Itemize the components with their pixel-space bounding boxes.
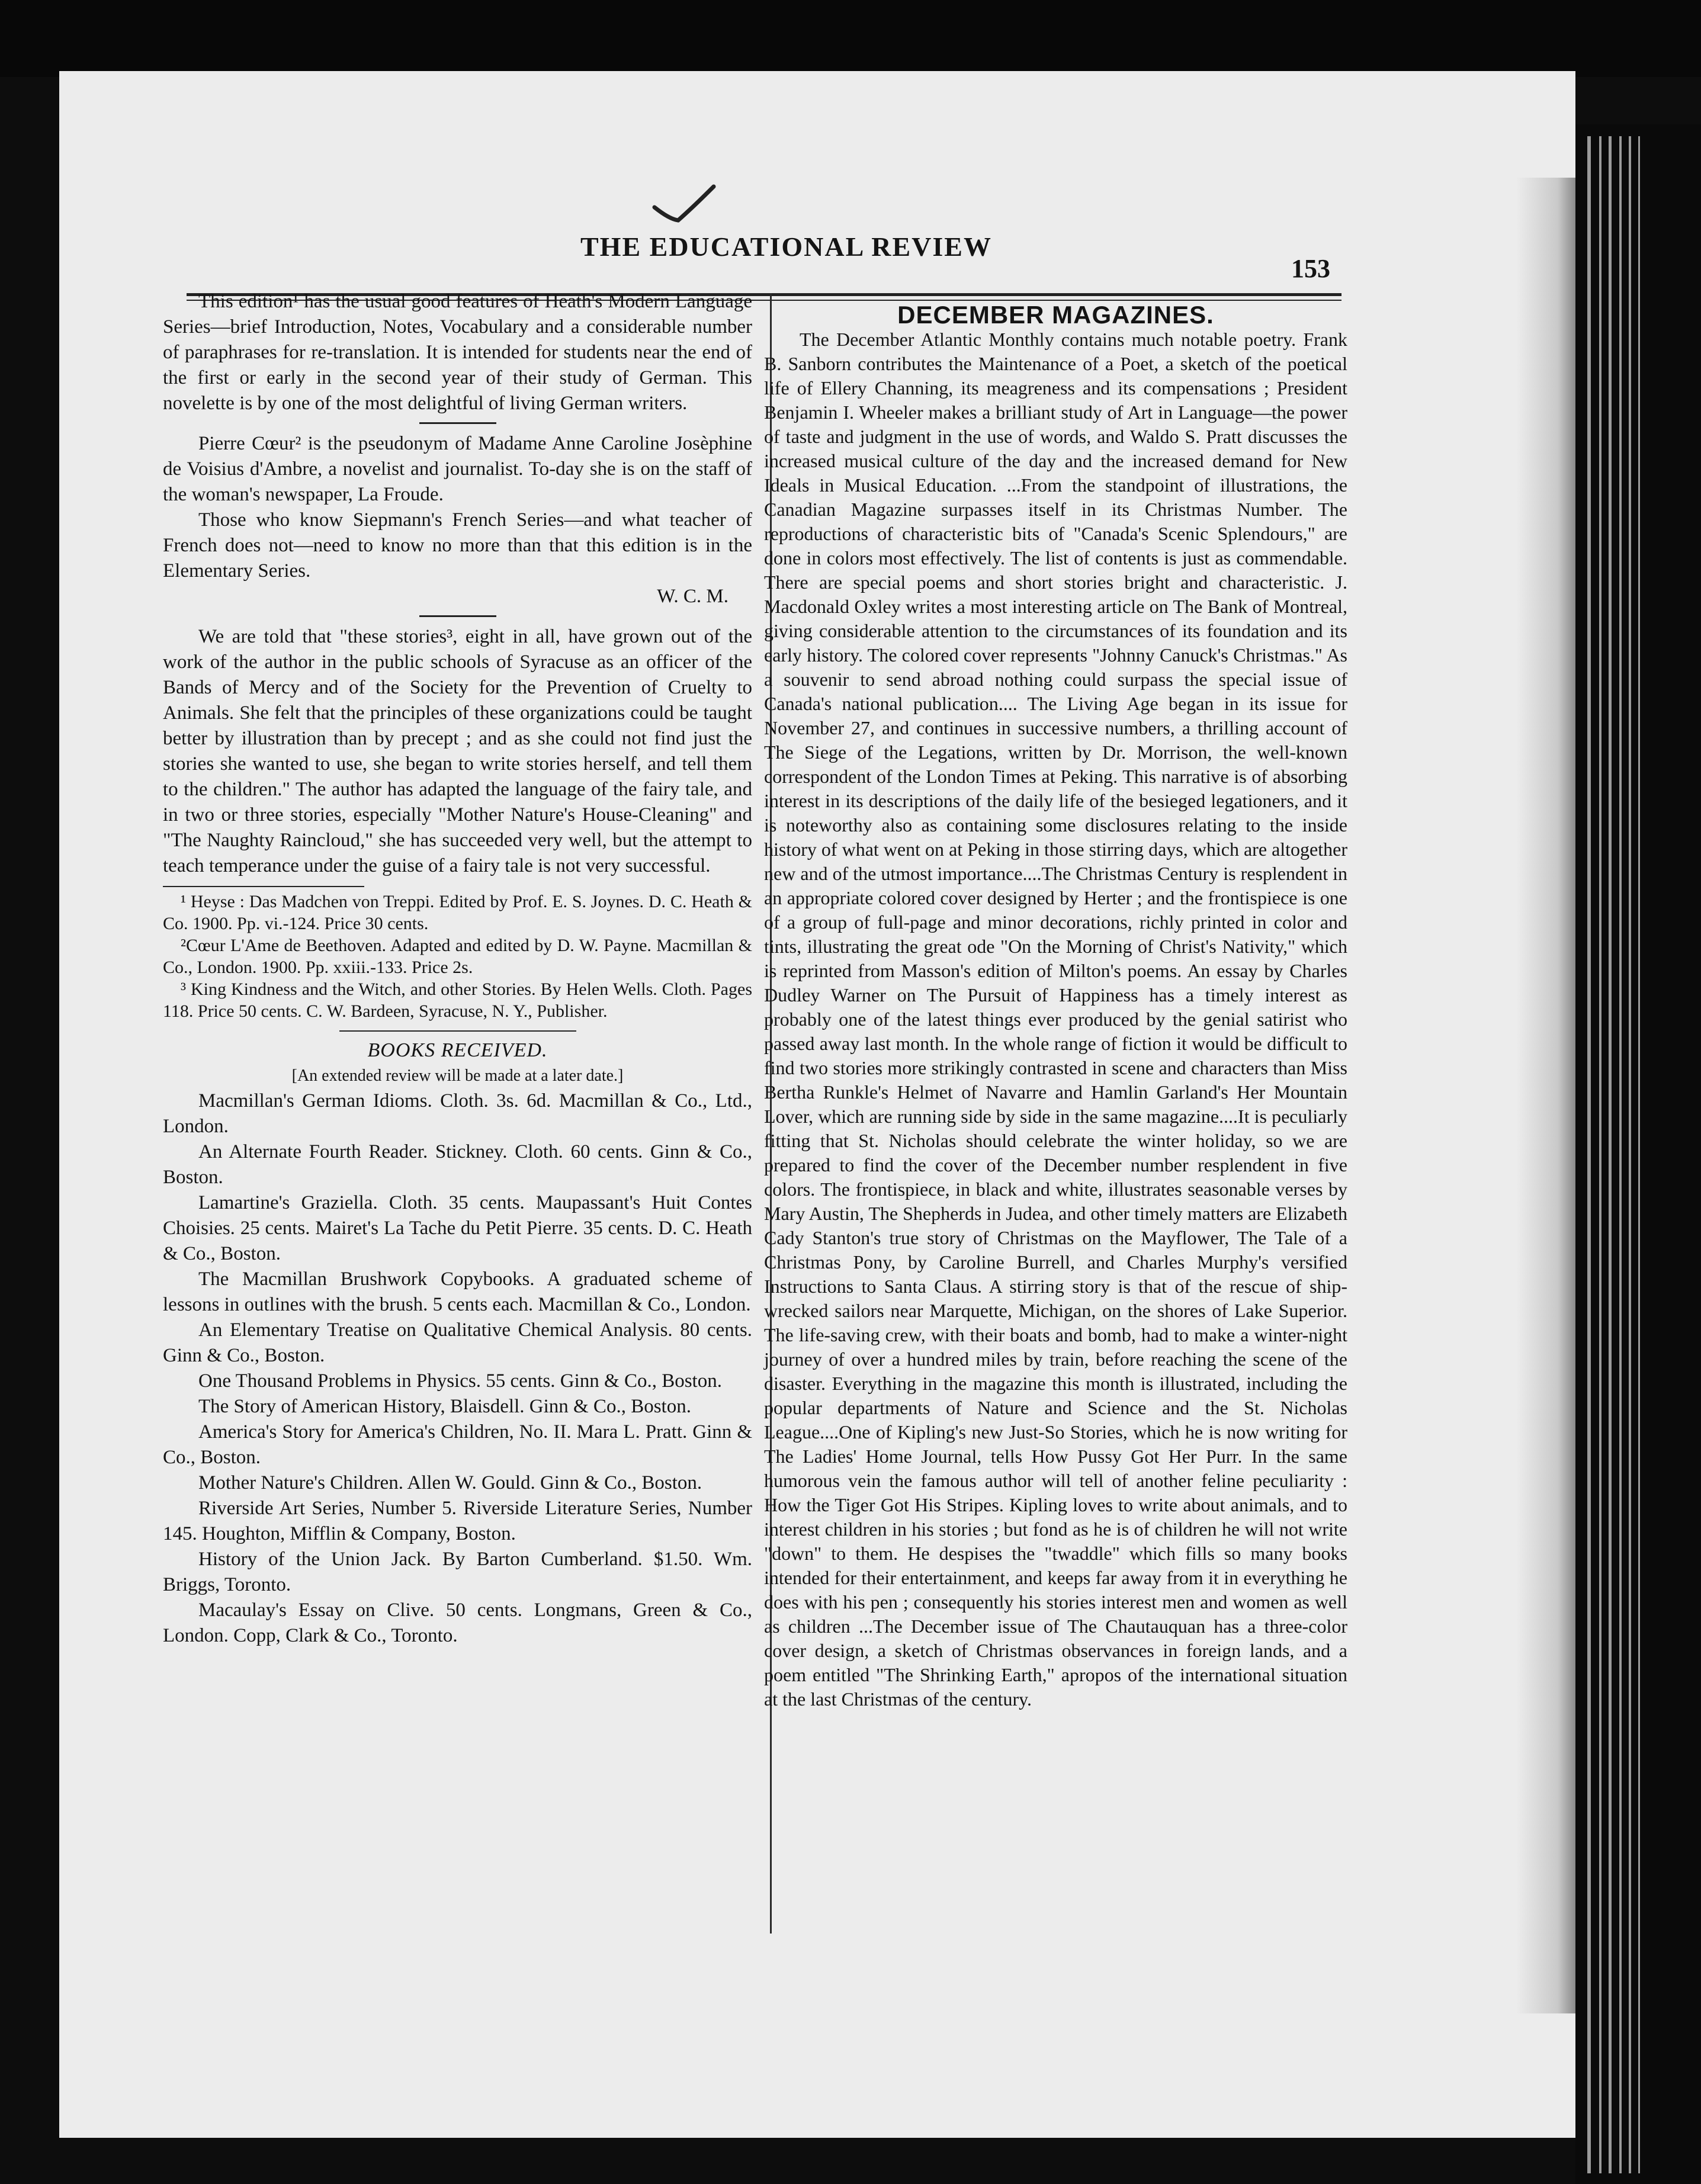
review-paragraph-signed (163, 508, 752, 584)
page-number: 153 (1291, 254, 1330, 283)
page-fold-shadow (1516, 178, 1575, 2013)
book-entry: One Thousand Problems in Physics. 55 cents. Ginn & Co., Boston. (198, 1370, 722, 1392)
book-edge-line (1587, 136, 1591, 2173)
separator-rule (419, 615, 496, 617)
books-received-heading: BOOKS RECEIVED. (367, 1039, 548, 1061)
book-edge-line (1629, 136, 1631, 2173)
book-edge-line (1599, 136, 1601, 2173)
review-paragraph: This edition¹ has the usual good features of Heath's Modern Language Series—brief Introduction, Notes, Vocabulary and a considerable number of paraphrases for re-translation. It is intended for students near the end of the first or early in the second year of their study of German. This novelette is by one of the most delightful of living German writers. (163, 291, 752, 414)
book-edge-line (1619, 136, 1622, 2173)
book-edge-line (1609, 136, 1612, 2173)
magazines-article: The December Atlantic Monthly contains much notable poetry. Frank B. Sanborn contributes the Maintenance of a Poet, a sketch of the poetical life of Ellery Channing, its meagreness and its compensations ; President Benjamin I. Wheeler makes a brilliant study of Art in Language—the power of taste and judgment in the use of words, and Waldo S. Pratt discusses the increased musical culture of the day and the increased demand for New Ideals in Musical Education. ...From the standpoint of illustrations, the Canadian Magazine surpasses itself in its Christmas Number. The reproductions of characteristic bits of "Canada's Scenic Splendours," are done in colors most effectively. The list of contents is just as commendable. There are special poems and short stories bright and characteristic. J. Macdonald Oxley writes a most interesting article on The Bank of Montreal, giving considerable attention to the circumstances of its foundation and its early history. The colored cover represents "Johnny Canuck's Christmas." As a souvenir to send abroad nothing could surpass the special issue of Canada's national publication.... The Living Age began in its issue for November 27, and continues in successive numbers, a thrilling account of The Siege of the Legations, written by Dr. Morrison, the well-known correspondent of the London Times at Peking. This narrative is of absorbing interest in its descriptions of the daily life of the besieged legationers, and it is noteworthy also as containing some disclosures relating to the inside history of what went on at Peking in those stirring days, which are altogether new and of the utmost importance....The Christmas Century is resplendent in an appropriate colored cover designed by Herter ; and the frontispiece is one of a group of full-page and minor decorations, richly printed in color and tints, illustrating the great ode "On the Morning of Christ's Nativity," which is reprinted from Masson's edition of Milton's poems. An essay by Charles Dudley Warner on The Pursuit of Happiness has a timely interest as probably one of the latest things ever produced by the genial satirist who passed away last month. In the whole range of fiction it would be difficult to find two stories more strikingly contrasted in scene and characters than Miss Bertha Runkle's Helmet of Navarre and Hamlin Garland's Her Mountain Lover, which are running side by side in the same magazine....It is peculiarly fitting that St. Nicholas should celebrate the winter holiday, so we are prepared to find the cover of the December number resplendent in five colors. The frontispiece, in black and white, illustrates seasonable verses by Mary Austin, The Shepherds in Judea, and other timely matters are Elizabeth Cady Stanton's true story of Christmas on the Mayflower, The Tale of a Christmas Pony, by Caroline Burrell, and Charles Murphy's versified Instructions to Santa Claus. A stirring story is that of the rescue of ship-wrecked sailors near Marquette, Michigan, on the shores of Lake Superior. The life-saving crew, with their boats and bomb, had to make a winter-night journey of over a hundred miles by train, before reaching the scene of the disaster. Everything in the magazine this month is illustrated, including the popular departments of Nature and Science and the St. Nicholas League....One of Kipling's new Just-So Stories, which he is now writing for The Ladies' Home Journal, tells How Pussy Got Her Purr. In the same humorous vein the famous author will tell of another feline peculiarity : How the Tiger Got His Stripes. Kipling loves to write about animals, and to interest children in his stories ; but fond as he is of children he will not write "down" to them. He despises the "twaddle" which fills so many books intended for their entertainment, and keeps far away from it in everything he does with his pen ; consequently his stories interest men and women as well as children ...The December issue of The Chautauquan has a three-color cover design, a sketch of Christmas observances in foreign lands, and a poem entitled "The Shrinking Earth," apropos of the international situation at the last Christmas of the century. (764, 329, 1347, 1710)
signature: W. C. M. (657, 586, 728, 607)
book-entry: Macmillan's German Idioms. Cloth. 3s. 6d. Macmillan & Co., Ltd., London. (163, 1090, 752, 1137)
book-entry: The Macmillan Brushwork Copybooks. A graduated scheme of lessons in outlines with the brush. 5 cents each. Macmillan & Co., London. (163, 1268, 752, 1315)
book-entry: An Alternate Fourth Reader. Stickney. Cloth. 60 cents. Ginn & Co., Boston. (163, 1141, 752, 1188)
book-entry: Macaulay's Essay on Clive. 50 cents. Longmans, Green & Co., London. Copp, Clark & Co., Toronto. (163, 1600, 752, 1646)
separator-rule (419, 422, 496, 424)
book-edge-line (1638, 136, 1640, 2173)
right-column (764, 302, 1347, 1711)
running-title: THE EDUCATIONAL REVIEW (580, 232, 992, 262)
left-column (163, 289, 752, 1649)
book-entry: Riverside Art Series, Number 5. Riverside Literature Series, Number 145. Houghton, Mifflin & Company, Boston. (163, 1498, 752, 1544)
footnote-rule (163, 886, 364, 887)
book-entry: Mother Nature's Children. Allen W. Gould. Ginn & Co., Boston. (198, 1472, 702, 1494)
section-rule (339, 1030, 576, 1032)
book-entry: Lamartine's Graziella. Cloth. 35 cents. Maupassant's Huit Contes Choisies. 25 cents. Mairet's La Tache du Petit Pierre. 35 cents. D. C. Heath & Co., Boston. (163, 1192, 752, 1264)
books-received-note: [An extended review will be made at a later date.] (291, 1067, 624, 1085)
review-paragraph: Pierre Cœur² is the pseudonym of Madame Anne Caroline Josèphine de Voisius d'Ambre, a novelist and journalist. To-day she is on the staff of the woman's newspaper, La Froude. (163, 433, 752, 505)
review-paragraph: We are told that "these stories³, eight in all, have grown out of the work of the author in the public schools of Syracuse as an officer of the Bands of Mercy and of the Society for the Prevention of Cruelty to Animals. She felt that the principles of these organizations could be taught better by illustration than by precept ; and as she could not find just the stories she wanted to use, she began to write stories herself, and tell them to the children." The author has adapted the language of the fairy tale, and in two or three stories, especially "Mother Nature's House-Cleaning" and "The Naughty Raincloud," she has succeeded very well, but the attempt to teach temperance under the guise of a fairy tale is not very successful. (163, 626, 752, 876)
book-entry: An Elementary Treatise on Qualitative Chemical Analysis. 80 cents. Ginn & Co., Boston. (163, 1319, 752, 1366)
footnote: ²Cœur L'Ame de Beethoven. Adapted and edited by D. W. Payne. Macmillan & Co., London. 1900. Pp. xxiii.-133. Price 2s. (163, 936, 752, 977)
book-entry: History of the Union Jack. By Barton Cumberland. $1.50. Wm. Briggs, Toronto. (163, 1549, 752, 1595)
magazines-heading: DECEMBER MAGAZINES. (897, 301, 1214, 329)
scan-border-top (0, 0, 1701, 77)
review-paragraph: Those who know Siepmann's French Series—and what teacher of French does not—need to know no more than that this edition is in the Elementary Series. (163, 509, 752, 582)
footnote: ¹ Heyse : Das Madchen von Treppi. Edited by Prof. E. S. Joynes. D. C. Heath & Co. 1900. Pp. vi.-124. Price 30 cents. (163, 892, 752, 933)
footnote: ³ King Kindness and the Witch, and other Stories. By Helen Wells. Cloth. Pages 118. Price 50 cents. C. W. Bardeen, Syracuse, N. Y., Publisher. (163, 979, 752, 1021)
book-entry: The Story of American History, Blaisdell. Ginn & Co., Boston. (198, 1396, 691, 1417)
handwritten-check-mark (651, 184, 717, 225)
book-entry: America's Story for America's Children, No. II. Mara L. Pratt. Ginn & Co., Boston. (163, 1421, 752, 1468)
